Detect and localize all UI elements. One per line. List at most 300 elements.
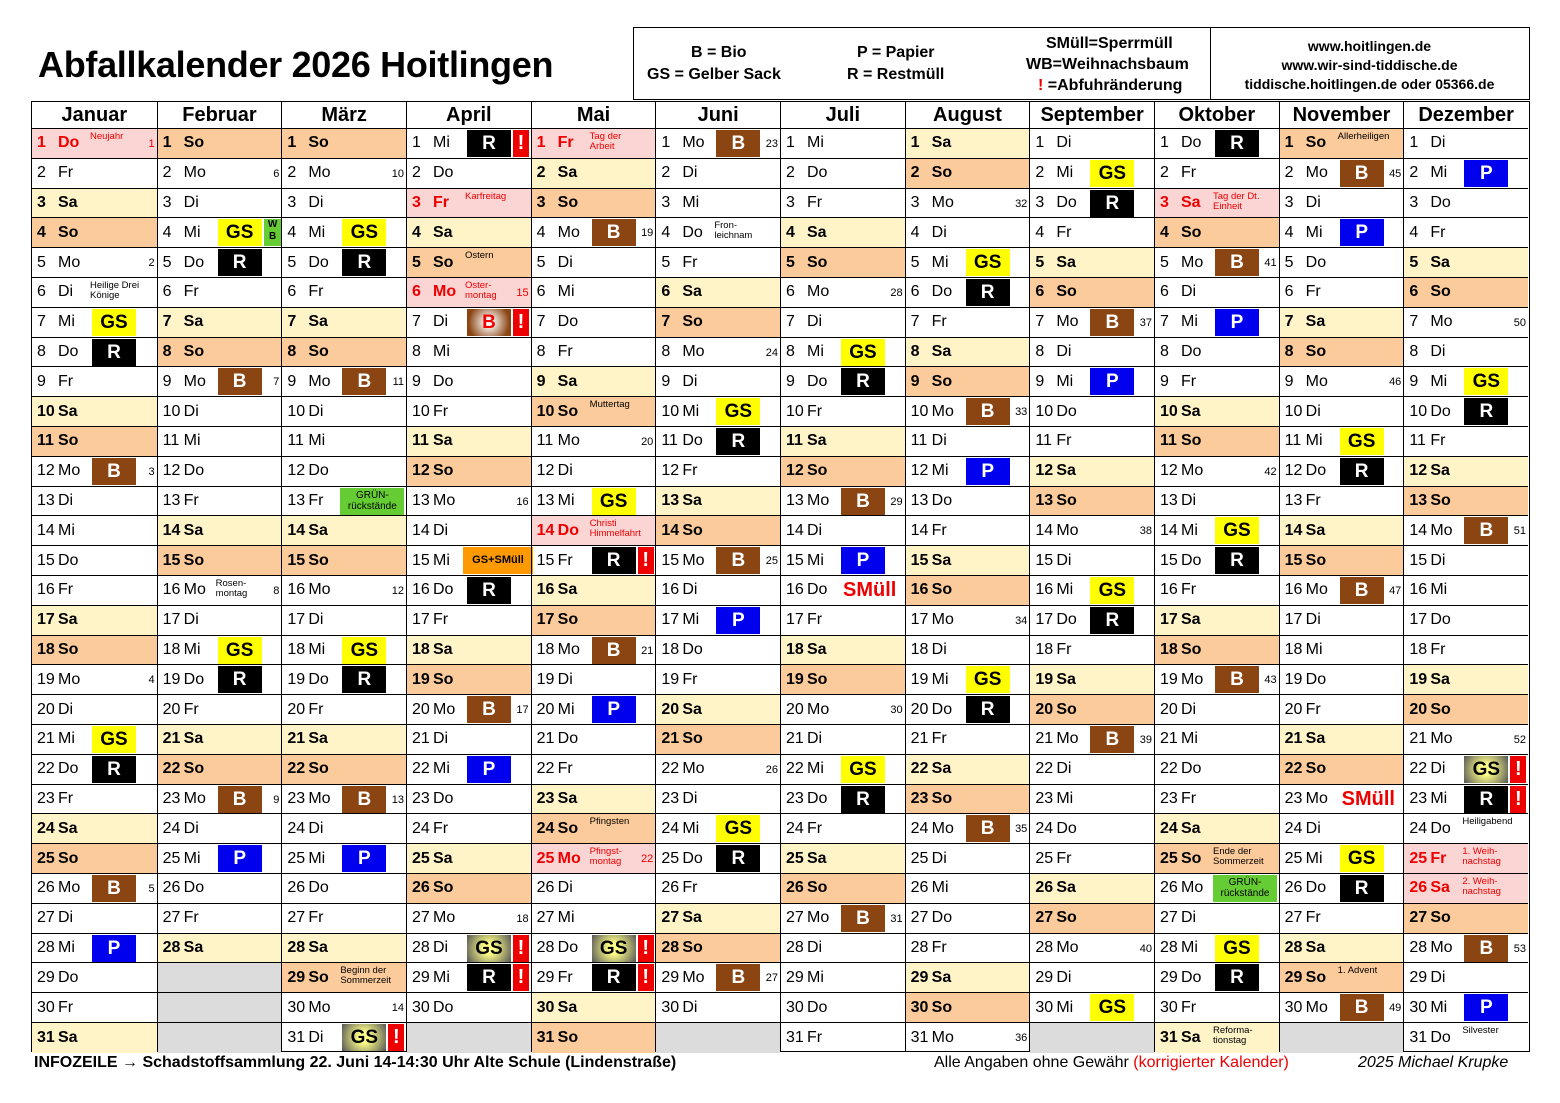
day-cell [32, 725, 157, 755]
week-number: 23 [765, 138, 778, 150]
day-cell [158, 695, 282, 725]
day-number: 13 [910, 491, 929, 509]
weekday: So [433, 879, 454, 897]
weekday: Sa [807, 849, 827, 867]
day-number: 17 [661, 611, 680, 629]
week-number: 21 [641, 644, 654, 657]
weekday: Di [931, 849, 947, 867]
day-cell [532, 963, 656, 993]
day-cell [282, 278, 406, 308]
day-number: 23 [162, 789, 181, 807]
day-cell [656, 963, 780, 993]
day-number: 30 [287, 998, 306, 1016]
day-number: 26 [287, 879, 306, 897]
weekday: Di [807, 938, 823, 956]
pickup-r-badge: R [92, 756, 136, 783]
day-number: 20 [661, 700, 680, 718]
day-number: 5 [412, 253, 421, 271]
weekday: Mo [1305, 372, 1328, 390]
day-number: 24 [786, 819, 804, 837]
day-cell [906, 308, 1030, 338]
day-number: 3 [536, 193, 546, 211]
day-cell [32, 367, 157, 397]
week-number: 18 [516, 912, 529, 925]
weekday: Do [183, 462, 205, 480]
weekday: Sa [1305, 313, 1326, 331]
day-number: 4 [536, 223, 546, 241]
weekday: Fr [807, 402, 823, 420]
day-cell [1280, 934, 1404, 964]
day-cell [1030, 516, 1154, 546]
pickup-b-badge: B [1340, 577, 1384, 604]
day-cell [1280, 129, 1404, 159]
day-cell [1404, 159, 1528, 189]
day-number: 24 [910, 819, 929, 837]
pickup-b-badge: B [716, 964, 760, 991]
day-number: 27 [37, 909, 55, 927]
day-number: 27 [412, 909, 430, 927]
day-cell [1030, 636, 1154, 666]
legend-abfuhraenderung: ! =Abfuhränderung [1038, 77, 1183, 94]
weekday: Do [1305, 253, 1327, 271]
weekday: Mo [1056, 521, 1079, 539]
weekday: Mi [807, 134, 824, 152]
weekday: Mi [183, 432, 201, 450]
day-number: 26 [536, 879, 555, 897]
day-number: 14 [1035, 521, 1054, 539]
day-cell [32, 755, 157, 785]
website-link-2[interactable]: www.wir-sind-tiddische.de [1281, 57, 1458, 73]
day-cell [1155, 785, 1279, 815]
day-cell [906, 338, 1030, 368]
pickup-gs-smuell-badge: GS+SMüll [463, 547, 533, 574]
weekday: Mi [1056, 789, 1074, 807]
weekday: Fr [682, 879, 698, 897]
weekday: Sa [557, 164, 578, 182]
day-number: 9 [536, 372, 546, 390]
day-number: 2 [162, 164, 172, 182]
pickup-b-badge: B [1464, 517, 1508, 544]
day-cell [1404, 397, 1528, 427]
day-number: 14 [287, 521, 306, 539]
week-number: 29 [890, 495, 903, 508]
pickup-gs-badge: GS [841, 339, 885, 366]
weekday: Mo [1181, 462, 1204, 480]
day-number: 6 [1284, 283, 1294, 301]
day-number: 22 [1160, 760, 1178, 778]
week-number: 42 [1264, 465, 1277, 478]
day-number: 1 [412, 134, 421, 152]
weekday: Mi [1430, 372, 1448, 390]
calendar-grid [31, 101, 1530, 1052]
day-number: 30 [661, 998, 680, 1016]
weekday: Fr [557, 760, 573, 778]
day-cell [158, 457, 282, 487]
day-cell [532, 218, 656, 248]
day-number: 18 [162, 640, 181, 658]
day-cell [1404, 755, 1528, 785]
weekday: Mi [557, 283, 575, 301]
day-cell [781, 576, 905, 606]
holiday-note: Beginn der Sommerzeit [340, 965, 392, 987]
week-number: 27 [765, 972, 778, 985]
day-cell [532, 725, 656, 755]
pickup-b-badge: B [467, 696, 511, 723]
weekday: Mo [682, 760, 705, 778]
month-header: April [407, 102, 531, 129]
day-cell [32, 159, 157, 189]
day-cell [781, 129, 905, 159]
day-cell [656, 695, 780, 725]
legend-box [633, 27, 1530, 100]
day-cell [906, 248, 1030, 278]
weekday: Mi [682, 611, 700, 629]
day-number: 24 [1409, 819, 1428, 837]
day-number: 20 [412, 700, 430, 718]
day-cell [1155, 338, 1279, 368]
pickup-b-badge: B [716, 547, 760, 574]
weekday: So [557, 819, 579, 837]
day-number: 30 [1409, 998, 1428, 1016]
pickup-p-badge: P [342, 845, 386, 872]
day-cell [158, 636, 282, 666]
day-cell [532, 159, 656, 189]
day-number: 13 [1284, 491, 1303, 509]
weekday: Di [1305, 611, 1321, 629]
holiday-note: Ende der Sommerzeit [1213, 846, 1264, 868]
day-cell [532, 278, 656, 308]
pickup-p-badge: P [467, 756, 511, 783]
day-number: 13 [786, 491, 804, 509]
weekday: So [1305, 342, 1327, 360]
weekday: Do [807, 789, 828, 807]
pickup-gruen-badge: GRÜN- rückstände [340, 488, 404, 515]
weekday: Sa [682, 909, 702, 927]
day-number: 3 [162, 193, 172, 211]
exclamation-icon: ! [513, 130, 529, 157]
weekday: Fr [1181, 581, 1197, 599]
day-number: 4 [412, 223, 421, 241]
day-number: 11 [786, 432, 803, 450]
weekday: Mo [931, 1028, 954, 1046]
pickup-gs-badge: GS [218, 219, 262, 246]
day-number: 10 [536, 402, 555, 420]
day-number: 8 [1409, 342, 1419, 360]
day-cell [1404, 189, 1528, 219]
pickup-r-badge: R [841, 368, 885, 395]
day-cell [158, 874, 282, 904]
day-number: 28 [1035, 938, 1054, 956]
day-cell [32, 218, 157, 248]
day-cell [906, 844, 1030, 874]
disclaimer: Alle Angaben ohne Gewähr (korrigierter Kalender) [934, 1054, 1289, 1071]
weekday: Fr [58, 789, 74, 807]
day-number: 28 [536, 938, 555, 956]
day-number: 10 [1284, 402, 1303, 420]
weekday: Do [58, 551, 79, 569]
exclamation-icon: ! [1510, 786, 1526, 813]
pickup-p-badge: P [1464, 160, 1508, 187]
day-cell [906, 636, 1030, 666]
day-number: 9 [661, 372, 671, 390]
day-cell [532, 427, 656, 457]
week-number: 22 [641, 853, 654, 866]
weekday: Mi [433, 551, 450, 569]
day-cell [781, 248, 905, 278]
weekday: Di [682, 789, 698, 807]
weekday: Mo [682, 342, 705, 360]
weekday: Do [58, 342, 79, 360]
day-number: 16 [786, 581, 804, 599]
day-number: 9 [1035, 372, 1045, 390]
weekday: So [183, 134, 205, 152]
day-number: 2 [1160, 164, 1169, 182]
day-cell [656, 665, 780, 695]
day-number: 19 [1284, 670, 1303, 688]
day-number: 31 [37, 1028, 55, 1046]
weekday: Mo [1056, 730, 1079, 748]
weekday: Do [682, 432, 703, 450]
day-number: 26 [1284, 879, 1303, 897]
day-cell [1280, 338, 1404, 368]
day-number: 26 [786, 879, 804, 897]
day-number: 1 [37, 134, 46, 152]
day-number: 14 [412, 521, 430, 539]
day-cell [1155, 844, 1279, 874]
weekday: Sa [433, 640, 453, 658]
weekday: Mi [1181, 521, 1198, 539]
day-cell [1030, 844, 1154, 874]
weekday: Fr [1056, 849, 1072, 867]
weekday: Mi [308, 432, 326, 450]
page-title: Abfallkalender 2026 Hoitlingen [38, 44, 554, 85]
day-cell [1404, 278, 1528, 308]
day-number: 13 [1409, 491, 1428, 509]
pickup-b-badge: B [1340, 994, 1384, 1021]
weekday: Fr [1056, 640, 1072, 658]
day-number: 16 [1284, 581, 1303, 599]
day-number: 10 [1160, 402, 1178, 420]
weekday: So [1056, 909, 1077, 927]
weekday: Mo [557, 223, 580, 241]
day-cell [532, 397, 656, 427]
weekday: So [557, 611, 579, 629]
day-number: 12 [37, 462, 55, 480]
day-number: 17 [1160, 611, 1178, 629]
day-number: 31 [910, 1028, 929, 1046]
day-cell [656, 218, 780, 248]
month-column-januar [32, 102, 157, 1051]
day-number: 14 [1409, 521, 1428, 539]
day-number: 6 [661, 283, 671, 301]
weekday: Sa [183, 313, 204, 331]
holiday-note: 1. Advent [1337, 965, 1378, 977]
pickup-gs-badge: GS [966, 249, 1010, 276]
weekday: Fr [807, 611, 823, 629]
weekday: So [58, 223, 79, 241]
pickup-r-badge: R [592, 547, 636, 574]
day-cell [1155, 934, 1279, 964]
day-cell [656, 874, 780, 904]
day-number: 3 [1160, 193, 1169, 211]
day-cell [781, 397, 905, 427]
day-cell [1404, 934, 1528, 964]
day-cell [1404, 338, 1528, 368]
day-number: 11 [1035, 432, 1052, 450]
pickup-r-badge: R [342, 666, 386, 693]
week-number: 50 [1513, 316, 1526, 329]
day-cell [532, 189, 656, 219]
weekday: Do [308, 253, 329, 271]
website-link-3[interactable]: tiddische.hoitlingen.de oder 05366.de [1244, 76, 1495, 92]
day-cell [532, 993, 656, 1023]
day-cell [1280, 874, 1404, 904]
pickup-p-badge: P [966, 458, 1010, 485]
weekday: Fr [557, 551, 573, 569]
pickup-gs-badge: GS [92, 309, 136, 336]
pickup-r-badge: R [467, 130, 511, 157]
weekday: So [1430, 909, 1451, 927]
day-cell [1030, 934, 1154, 964]
weekday: Di [308, 193, 324, 211]
day-number: 9 [786, 372, 795, 390]
day-number: 30 [536, 998, 555, 1016]
day-number: 27 [1409, 909, 1428, 927]
weekday: Sa [1181, 611, 1201, 629]
weekday: Sa [807, 640, 827, 658]
day-number: 20 [37, 700, 55, 718]
day-number: 22 [786, 760, 804, 778]
day-number: 22 [37, 760, 55, 778]
day-number: 25 [661, 849, 680, 867]
empty-cell [1280, 1023, 1404, 1053]
day-cell [407, 904, 531, 934]
weekday: Di [1305, 193, 1321, 211]
week-number: 30 [890, 704, 903, 717]
weekday: Di [58, 909, 74, 927]
week-number: 43 [1264, 674, 1277, 687]
legend-bio: B = Bio [691, 44, 747, 61]
weekday: So [682, 313, 703, 331]
weekday: So [1181, 432, 1202, 450]
week-number: 20 [641, 436, 654, 448]
weekday: Fr [433, 193, 449, 211]
pickup-p-badge: P [1090, 368, 1134, 395]
weekday: Fr [682, 253, 698, 271]
day-number: 16 [1035, 581, 1054, 599]
month-column-dezember [1403, 102, 1528, 1051]
weekday: Sa [1430, 670, 1450, 688]
day-cell [532, 785, 656, 815]
day-cell [781, 338, 905, 368]
day-number: 8 [1160, 342, 1169, 360]
weekday: So [931, 789, 953, 807]
exclamation-icon: ! [513, 935, 529, 962]
weekday: Sa [433, 432, 453, 450]
week-number: 34 [1015, 614, 1028, 627]
weekday: So [308, 551, 329, 569]
day-number: 3 [910, 193, 920, 211]
holiday-note: Silvester [1462, 1025, 1499, 1036]
day-cell [532, 606, 656, 636]
day-cell [781, 904, 905, 934]
pickup-p-badge: P [716, 607, 760, 634]
day-number: 26 [661, 879, 680, 897]
day-cell [282, 695, 406, 725]
day-number: 16 [910, 581, 929, 599]
pickup-gs-badge: GS [467, 935, 511, 962]
day-cell [158, 814, 282, 844]
weekday: So [1305, 760, 1327, 778]
weekday: Fr [682, 462, 698, 480]
weekday: Fr [557, 134, 574, 152]
day-number: 18 [786, 640, 804, 658]
copyright: 2025 Michael Krupke [1358, 1054, 1509, 1071]
day-number: 12 [412, 462, 430, 480]
day-number: 13 [412, 491, 430, 509]
weekday: Sa [557, 581, 578, 599]
day-number: 5 [1035, 253, 1045, 271]
day-number: 9 [37, 372, 46, 390]
day-cell [32, 785, 157, 815]
day-number: 31 [1409, 1028, 1428, 1046]
day-cell [906, 874, 1030, 904]
day-cell [906, 606, 1030, 636]
day-number: 2 [786, 164, 795, 182]
weekday: Di [308, 402, 324, 420]
day-cell [32, 397, 157, 427]
day-cell [1155, 814, 1279, 844]
day-number: 1 [910, 134, 920, 152]
day-number: 4 [910, 223, 920, 241]
weekday: Mi [807, 342, 824, 360]
day-cell [1155, 397, 1279, 427]
day-cell [781, 725, 905, 755]
pickup-r-badge: R [1340, 875, 1384, 902]
weekday: Fr [308, 491, 324, 509]
day-number: 8 [412, 342, 421, 360]
day-number: 7 [37, 313, 46, 331]
weekday: So [183, 551, 205, 569]
day-number: 19 [661, 670, 680, 688]
day-cell [32, 546, 157, 576]
day-number: 29 [412, 968, 430, 986]
day-number: 30 [1284, 998, 1303, 1016]
weekday: Do [557, 938, 579, 956]
day-cell [282, 338, 406, 368]
day-cell [1030, 129, 1154, 159]
weekday: Mi [1056, 164, 1074, 182]
week-number: 38 [1139, 525, 1152, 538]
weekday: Do [308, 670, 329, 688]
day-cell [32, 278, 157, 308]
weekday: Fr [557, 342, 573, 360]
legend-websites [1210, 28, 1528, 99]
day-number: 10 [37, 402, 55, 420]
day-cell [282, 159, 406, 189]
pickup-r-badge: R [218, 666, 262, 693]
weekday: Sa [58, 193, 78, 211]
weekday: Do [807, 998, 828, 1016]
pickup-b-badge: B [218, 786, 262, 813]
week-number: 12 [391, 585, 404, 597]
week-number: 28 [890, 287, 903, 299]
day-cell [407, 785, 531, 815]
website-link-1[interactable]: www.hoitlingen.de [1307, 38, 1432, 54]
day-cell [1280, 397, 1404, 427]
pickup-b-badge: B [966, 815, 1010, 842]
day-number: 12 [786, 462, 804, 480]
